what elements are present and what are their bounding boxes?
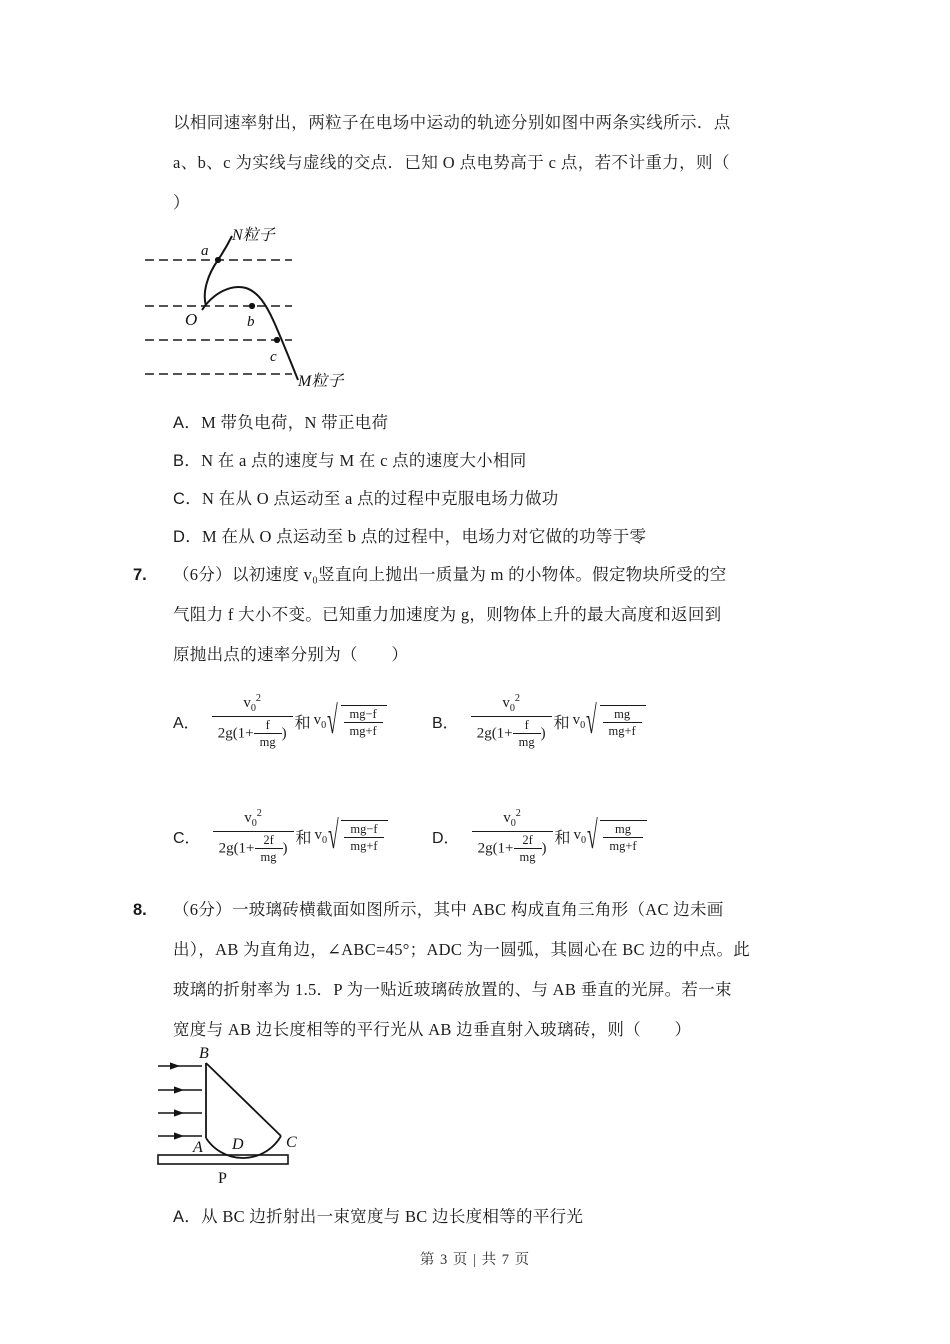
- q7-a-denominator: 2g(1+ $\frac{f}{mg}$ ): [212, 716, 293, 749]
- q7-c-conjunction: 和: [295, 829, 312, 847]
- q7-text: [173, 555, 823, 675]
- q7-a-speed-var: $v_0$: [313, 711, 327, 731]
- q7-d-inner-fraction: $\frac{2f}{mg}$: [514, 834, 542, 864]
- screen-p: [158, 1155, 288, 1164]
- q7-c-numerator: $v_0^2$: [244, 808, 262, 829]
- label-n-particle: N粒子: [232, 227, 275, 244]
- question-6-continuation: [173, 103, 823, 223]
- question-8: [133, 890, 823, 1050]
- q7-line-2: 气阻力 f 大小不变。已知重力加速度为 g，则物体上升的最大高度和返回到: [173, 605, 722, 624]
- q6-option-c-label: C．: [173, 490, 203, 508]
- q7-a-radicand-fraction: $\frac{mg-f}{mg+f}$: [344, 708, 383, 738]
- page-footer: 第 3 页 | 共 7 页: [419, 1252, 531, 1268]
- arrow-head-icon: [174, 1086, 184, 1093]
- q7-option-a-height-fraction: [212, 694, 293, 749]
- q7-option-d-label: D．: [432, 829, 460, 847]
- q7-option-b-height-fraction: [471, 694, 552, 749]
- q7-b-radicand-fraction: $\frac{mg}{mg+f}$: [603, 708, 642, 738]
- m-particle-trajectory: [202, 287, 298, 380]
- glass-prism-diagram: [140, 1043, 440, 1193]
- q7-a-inner-fraction: $\frac{f}{mg}$: [254, 719, 282, 749]
- incident-light-arrows: [158, 1066, 202, 1136]
- q7-d-radicand-fraction: $\frac{mg}{mg+f}$: [603, 823, 642, 853]
- electric-field-trajectory-diagram: [140, 218, 480, 388]
- label-vertex-b: B: [199, 1045, 209, 1062]
- point-b-marker: [249, 303, 255, 309]
- q8-option-a[interactable]: [173, 1198, 583, 1236]
- q6-option-d-label: D．: [173, 528, 203, 546]
- q6-option-a-label: A．: [173, 414, 202, 432]
- q6-option-d[interactable]: [173, 518, 646, 556]
- q7-b-conjunction: 和: [553, 714, 570, 732]
- q7-option-d[interactable]: [432, 809, 647, 864]
- label-vertex-a: A: [193, 1139, 203, 1156]
- q8-option-a-label: A．: [173, 1208, 202, 1226]
- q7-b-inner-fraction: $\frac{f}{mg}$: [513, 719, 541, 749]
- q7-option-c-label: C．: [173, 829, 201, 847]
- arrow-head-icon: [174, 1132, 184, 1139]
- label-screen-p: P: [218, 1170, 227, 1187]
- point-a-marker: [215, 257, 221, 263]
- q8-text: [173, 890, 823, 1050]
- q7-option-a[interactable]: [173, 694, 387, 749]
- q7-c-inner-fraction: $\frac{2f}{mg}$: [255, 834, 283, 864]
- q6-option-b[interactable]: [173, 442, 527, 480]
- q7-option-c[interactable]: [173, 809, 388, 864]
- q8-number: 8.: [133, 901, 147, 919]
- q8-option-a-text: 从 BC 边折射出一束宽度与 BC 边长度相等的平行光: [201, 1207, 584, 1226]
- q7-c-denominator: 2g(1+ $\frac{2f}{mg}$ ): [213, 831, 294, 864]
- q7-option-d-height-fraction: [472, 809, 553, 864]
- q8-score: （6分）: [173, 900, 232, 919]
- label-point-a: a: [201, 243, 209, 259]
- figure-1-svg: [140, 218, 480, 388]
- q8-line-3: 玻璃的折射率为 1.5．P 为一贴近玻璃砖放置的、与 AB 垂直的光屏。若一束: [173, 980, 732, 999]
- q6-cont-line-2: a、b、c 为实线与虚线的交点．已知 O 点电势高于 c 点，若不计重力，则（: [173, 153, 730, 172]
- radical-sign-icon: √: [328, 813, 339, 858]
- q7-c-speed-var: $v_0$: [314, 826, 328, 846]
- q7-c-radicand-fraction: $\frac{mg-f}{mg+f}$: [344, 823, 383, 853]
- q6-option-a[interactable]: [173, 404, 388, 442]
- q7-option-b-label: B．: [432, 714, 459, 732]
- arrow-head-icon: [170, 1062, 180, 1069]
- q6-option-a-text: M 带负电荷，N 带正电荷: [201, 413, 389, 432]
- q8-line-1: [173, 890, 823, 930]
- label-origin-o: O: [185, 310, 198, 329]
- q8-line-2: 出），AB 为直角边，∠ABC=45°；ADC 为一圆弧，其圆心在 BC 边的中点。此: [173, 940, 751, 959]
- q7-option-a-label: A．: [173, 714, 200, 732]
- label-m-particle: M粒子: [298, 373, 344, 388]
- q7-d-numerator: $v_0^2$: [503, 808, 521, 829]
- q7-b-radical: [586, 698, 645, 743]
- q8-line-1-text: 一玻璃砖横截面如图所示，其中 ABC 构成直角三角形（AC 边未画: [231, 900, 724, 919]
- question-7: [133, 555, 823, 675]
- q7-d-conjunction: 和: [554, 829, 571, 847]
- q6-cont-line-1: 以相同速率射出，两粒子在电场中运动的轨迹分别如图中两条实线所示．点: [173, 113, 731, 132]
- q6-option-d-text: M 在从 O 点运动至 b 点的过程中，电场力对它做的功等于零: [202, 527, 647, 546]
- radical-sign-icon: √: [327, 698, 338, 743]
- q7-line-1-text: 以初速度 v₀竖直向上抛出一质量为 m 的小物体。假定物块所受的空: [231, 565, 727, 584]
- radical-sign-icon: √: [586, 698, 597, 743]
- q6-option-c[interactable]: [173, 480, 559, 518]
- label-point-b: b: [247, 314, 255, 330]
- q7-d-speed-var: $v_0$: [573, 826, 587, 846]
- radical-sign-icon: √: [587, 813, 598, 858]
- q8-line-4: 宽度与 AB 边长度相等的平行光从 AB 边垂直射入玻璃砖，则（ ）: [173, 1020, 692, 1039]
- q7-c-radical: [328, 813, 387, 858]
- q6-option-b-text: N 在 a 点的速度与 M 在 c 点的速度大小相同: [201, 451, 527, 470]
- q7-b-denominator: 2g(1+ $\frac{f}{mg}$ ): [471, 716, 552, 749]
- q7-option-c-height-fraction: [213, 809, 294, 864]
- q7-option-b[interactable]: [432, 694, 646, 749]
- q7-score: （6分）: [173, 565, 232, 584]
- label-vertex-c: C: [286, 1134, 297, 1151]
- q7-number: 7.: [133, 566, 147, 584]
- edge-bc: [206, 1063, 281, 1136]
- q7-a-conjunction: 和: [294, 714, 311, 732]
- q6-option-b-label: B．: [173, 452, 202, 470]
- point-c-marker: [274, 337, 280, 343]
- q7-b-speed-var: $v_0$: [572, 711, 586, 731]
- label-arc-point-d: D: [232, 1136, 244, 1153]
- label-point-c: c: [270, 349, 277, 365]
- q7-line-3: 原抛出点的速率分别为（ ）: [173, 645, 409, 664]
- q7-line-1: [173, 555, 823, 595]
- q7-d-radical: [587, 813, 646, 858]
- q6-option-c-text: N 在从 O 点运动至 a 点的过程中克服电场力做功: [202, 489, 559, 508]
- q7-b-numerator: $v_0^2$: [502, 693, 520, 714]
- q6-cont-line-3: ）: [173, 193, 190, 212]
- q7-d-denominator: 2g(1+ $\frac{2f}{mg}$ ): [472, 831, 553, 864]
- arrow-heads: [170, 1062, 184, 1139]
- n-particle-trajectory: [205, 236, 232, 306]
- arrow-head-icon: [174, 1109, 184, 1116]
- q7-a-radical: [327, 698, 386, 743]
- figure-2-svg: [140, 1043, 440, 1193]
- q7-a-numerator: $v_0^2$: [243, 693, 261, 714]
